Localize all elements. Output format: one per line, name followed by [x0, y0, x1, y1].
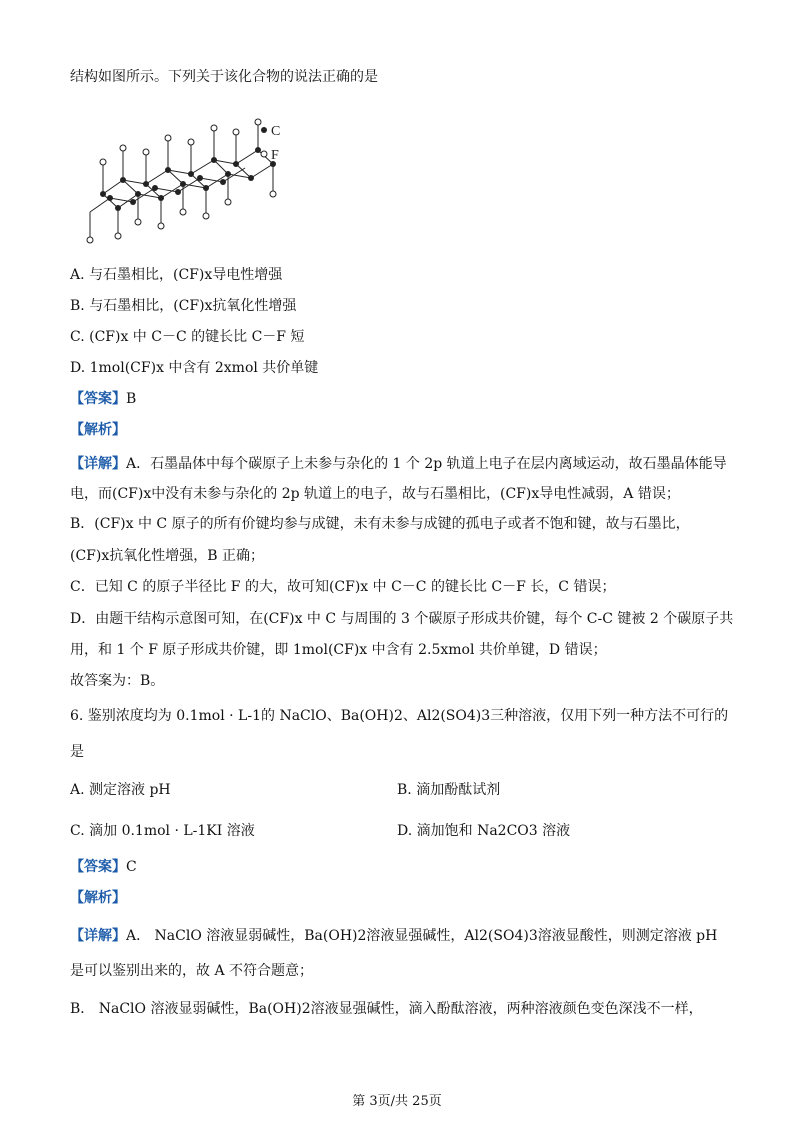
answer-line [70, 390, 136, 408]
detail-line: 是可以鉴别出来的，故 A 不符合题意； [70, 963, 314, 979]
detail-line: 故答案为：B。 [70, 673, 165, 689]
analysis-label: 【解析】 [70, 890, 126, 906]
option-d: D. 1mol(CF)x 中含有 2xmol 共价单键 [70, 360, 319, 376]
answer-label: 【答案】 [70, 391, 126, 407]
option-c: C. (CF)x 中 C－C 的键长比 C－F 短 [70, 329, 305, 345]
detail-label: 【详解】 [70, 456, 126, 472]
detail-line: D．由题干结构示意图可知，在(CF)x 中 C 与周围的 3 个碳原子形成共价键，每个 C-C 键被 2 个碳原子共 [70, 611, 734, 627]
option-c: C. 滴加 0.1mol · L-1KI 溶液 [70, 823, 255, 839]
question-stem-continued: 结构如图所示。下列关于该化合物的说法正确的是 [70, 69, 378, 85]
answer-line [70, 858, 137, 876]
question-6-stem: 6. 鉴别浓度均为 0.1mol · L-1的 NaClO、Ba(OH)2、Al2(SO4)3三种溶液，仅用下列一种方法不可行的 [70, 708, 729, 724]
option-b: B. 与石墨相比，(CF)x抗氧化性增强 [70, 298, 297, 314]
option-b: B. 滴加酚酞试剂 [397, 782, 501, 798]
answer-value: C [126, 859, 137, 875]
detail-line [70, 927, 717, 945]
detail-line: C．已知 C 的原子半径比 F 的大，故可知(CF)x 中 C－C 的键长比 C－F 长，C 错误； [70, 579, 616, 595]
cf-structure-figure [78, 112, 308, 247]
answer-label: 【答案】 [70, 859, 126, 875]
detail-line: (CF)x抗氧化性增强，B 正确； [70, 548, 264, 564]
analysis-label: 【解析】 [70, 422, 126, 438]
answer-value: B [126, 391, 137, 407]
legend-fluorine-dot [261, 151, 267, 157]
legend-carbon-dot [261, 127, 267, 133]
option-a: A. 与石墨相比，(CF)x导电性增强 [70, 267, 283, 283]
detail-text: A． NaClO 溶液显弱碱性，Ba(OH)2溶液显强碱性，Al2(SO4)3溶液显酸性，则测定溶液 pH [126, 928, 718, 944]
detail-label: 【详解】 [70, 928, 126, 944]
page-footer: 第 3页/共 25页 [352, 1094, 442, 1109]
question-6-stem-end: 是 [70, 744, 84, 760]
legend-carbon-label: C [271, 124, 281, 139]
detail-line: 用，和 1 个 F 原子形成共价键，即 1mol(CF)x 中含有 2.5xmol 共价单键，D 错误； [70, 642, 607, 658]
detail-line: B．(CF)x 中 C 原子的所有价键均参与成键，未有未参与成键的孤电子或者不饱和键，故与石墨比， [70, 516, 690, 532]
detail-text: A．石墨晶体中每个碳原子上未参与杂化的 1 个 2p 轨道上电子在层内离域运动，故石墨晶体能导 [126, 456, 727, 472]
option-d: D. 滴加饱和 Na2CO3 溶液 [397, 823, 571, 839]
detail-line [70, 455, 727, 473]
detail-line: 电，而(CF)x中没有未参与杂化的 2p 轨道上的电子，故与石墨相比，(CF)x导电性减弱，A 错误； [70, 486, 680, 502]
legend-fluorine-label: F [271, 148, 279, 163]
option-a: A. 测定溶液 pH [70, 782, 171, 798]
detail-line: B． NaClO 溶液显弱碱性，Ba(OH)2溶液显强碱性，滴入酚酞溶液，两种溶液颜色变色深浅不一样， [70, 1001, 703, 1017]
